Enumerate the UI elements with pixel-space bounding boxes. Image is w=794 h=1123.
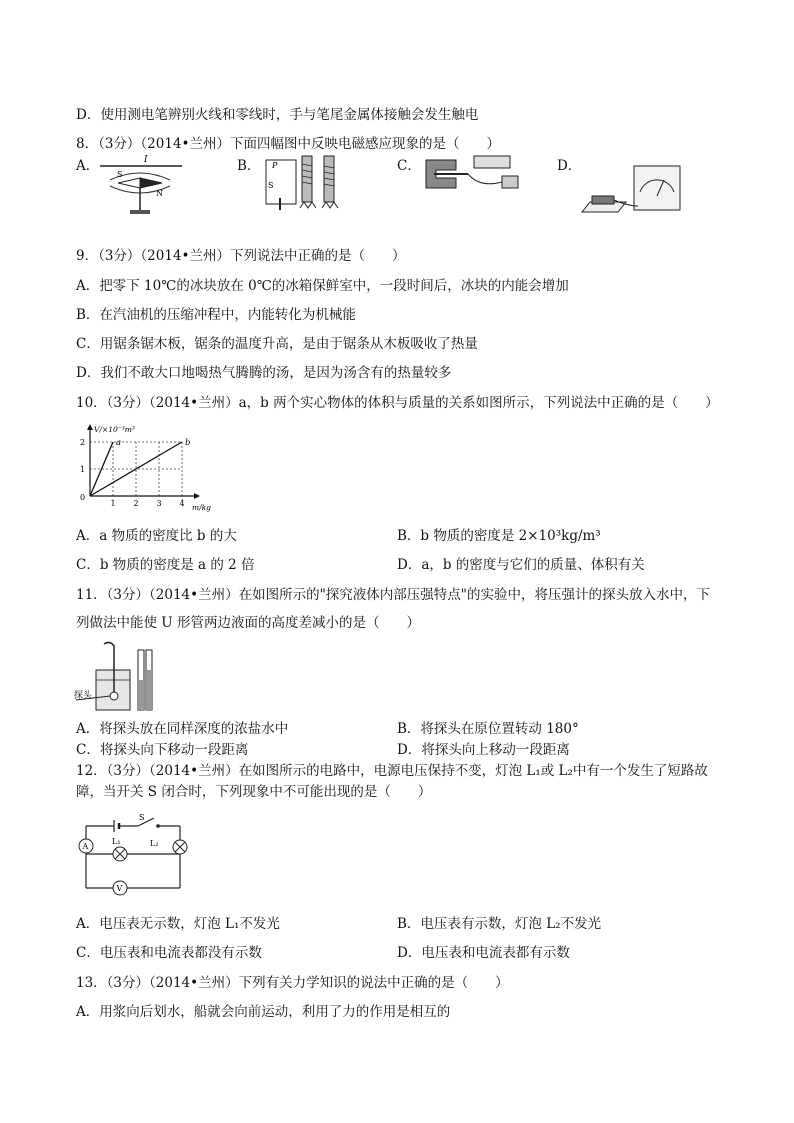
coil-1 xyxy=(302,156,312,202)
voltmeter-label: V xyxy=(116,884,123,893)
q11-option-a: A．将探头放在同样深度的浓盐水中 xyxy=(76,721,289,737)
x-axis-label: m/kg xyxy=(192,503,211,512)
needle-north xyxy=(140,178,162,188)
q12-option-d: D．电压表和电流表都有示数 xyxy=(397,945,570,961)
nails-1 xyxy=(300,202,316,208)
ammeter-case xyxy=(634,166,680,210)
ammeter-label: A xyxy=(82,842,89,851)
q11-option-d: D．将探头向上移动一段距离 xyxy=(397,742,570,758)
q8-label-d: D． xyxy=(557,158,582,174)
q13-option-a: A．用浆向后划水，船就会向前运动，利用了力的作用是相互的 xyxy=(76,1004,451,1020)
lamp-l2-label: L₂ xyxy=(150,839,159,848)
q8-label-a: A． xyxy=(76,158,100,174)
pole-s-label: S xyxy=(117,170,123,179)
probe-label: 探头 xyxy=(74,691,93,701)
liquid-left xyxy=(138,680,144,710)
q9-option-c: C．用锯条锯木板，锯条的温度升高，是由于锯条从木板吸收了热量 xyxy=(76,336,478,352)
q11-stem-line-1: 11．（3分）（2014•兰州）在如图所示的"探究液体内部压强特点"的实验中，将压强计的探头放入水中，下 xyxy=(76,587,711,603)
x-tick-label-3: 3 xyxy=(156,499,162,508)
q8-figure-a xyxy=(96,152,186,218)
q11-option-c: C．将探头向下移动一段距离 xyxy=(76,742,249,758)
liquid-right xyxy=(146,670,152,710)
q13-stem: 13．（3分）（2014•兰州）下列有关力学知识的说法中正确的是（ ） xyxy=(76,975,509,991)
stand-base xyxy=(130,210,150,214)
q12-option-c: C．电压表和电流表都没有示数 xyxy=(76,945,262,961)
lamp-l1-label: L₁ xyxy=(112,837,121,846)
origin-label: 0 xyxy=(80,493,86,502)
needle-south xyxy=(118,178,140,188)
q11-option-b: B．将探头在原位置转动 180° xyxy=(397,721,579,737)
q10-option-a: A．a 物质的密度比 b 的大 xyxy=(76,528,237,544)
x-tick-label-1: 1 xyxy=(110,499,116,508)
y-tick-label-2: 2 xyxy=(80,438,86,447)
pole-n-label: N xyxy=(156,189,163,198)
q11-pressure-gauge-figure xyxy=(74,640,154,714)
q9-stem: 9．（3分）（2014•兰州）下列说法中正确的是（ ） xyxy=(76,248,406,264)
probe-head xyxy=(110,692,118,700)
y-axis-label: V/×10⁻³m³ xyxy=(94,425,135,434)
series-line-a xyxy=(90,442,113,496)
current-label: I xyxy=(144,155,148,165)
x-tick-label-2: 2 xyxy=(133,499,139,508)
switch-contact xyxy=(156,824,160,828)
q12-option-b: B．电压表有示数，灯泡 L₂不发光 xyxy=(397,916,602,932)
q12-circuit-figure xyxy=(76,812,188,898)
series-label-a: a xyxy=(116,438,122,448)
wire-c xyxy=(468,174,502,184)
q8-figure-d xyxy=(578,162,698,222)
switch-label: S xyxy=(139,813,145,822)
q10-option-d: D．a，b 的密度与它们的质量、体积有关 xyxy=(397,557,645,573)
q12-stem-line-1: 12．（3分）（2014•兰州）在如图所示的电路中，电源电压保持不变，灯泡 L₁或 L₂中有一个发生了短路故 xyxy=(76,763,708,779)
water-beaker xyxy=(96,670,130,710)
q8-figure-c xyxy=(420,152,530,196)
q10-volume-mass-chart xyxy=(74,420,224,512)
q10-option-b: B．b 物质的密度是 2×10³kg/m³ xyxy=(397,528,601,544)
q8-label-c: C． xyxy=(397,158,421,174)
y-axis-arrow xyxy=(87,424,93,430)
q10-stem: 10．（3分）（2014•兰州）a，b 两个实心物体的体积与质量的关系如图所示，下列说法中正确的是（ ） xyxy=(76,395,719,411)
q9-option-b: B．在汽油机的压缩冲程中，内能转化为机械能 xyxy=(76,307,356,323)
q11-stem-line-2: 列做法中能使 U 形管两边液面的高度差减小的是（ ） xyxy=(76,615,420,631)
q10-option-c: C．b 物质的密度是 a 的 2 倍 xyxy=(76,557,255,573)
q9-option-d: D．我们不敢大口地喝热气腾腾的汤，是因为汤含有的热量较多 xyxy=(76,365,452,381)
q12-option-a: A．电压表无示数，灯泡 L₁不发光 xyxy=(76,916,280,932)
q12-stem-line-2: 障，当开关 S 闭合时，下列现象中不可能出现的是（ ） xyxy=(76,784,432,800)
nails-2 xyxy=(322,202,338,208)
galvanometer xyxy=(474,156,510,168)
switch-label: S xyxy=(268,181,274,190)
series-label-b: b xyxy=(185,438,191,448)
y-tick-label-1: 1 xyxy=(80,465,86,474)
x-axis-arrow xyxy=(194,493,200,499)
meter-box xyxy=(502,176,518,188)
coil-block xyxy=(592,196,614,204)
q8-figure-b xyxy=(258,152,354,214)
q7-option-d: D．使用测电笔辨别火线和零线时，手与笔尾金属体接触会发生触电 xyxy=(76,107,479,123)
slider-label: P xyxy=(272,161,278,170)
q8-stem: 8．（3分）（2014•兰州）下面四幅图中反映电磁感应现象的是（ ） xyxy=(76,136,500,152)
x-tick-label-4: 4 xyxy=(179,499,185,508)
q9-option-a: A．把零下 10℃的冰块放在 0℃的冰箱保鲜室中，一段时间后，冰块的内能会增加 xyxy=(76,278,569,294)
q8-label-b: B． xyxy=(237,158,261,174)
